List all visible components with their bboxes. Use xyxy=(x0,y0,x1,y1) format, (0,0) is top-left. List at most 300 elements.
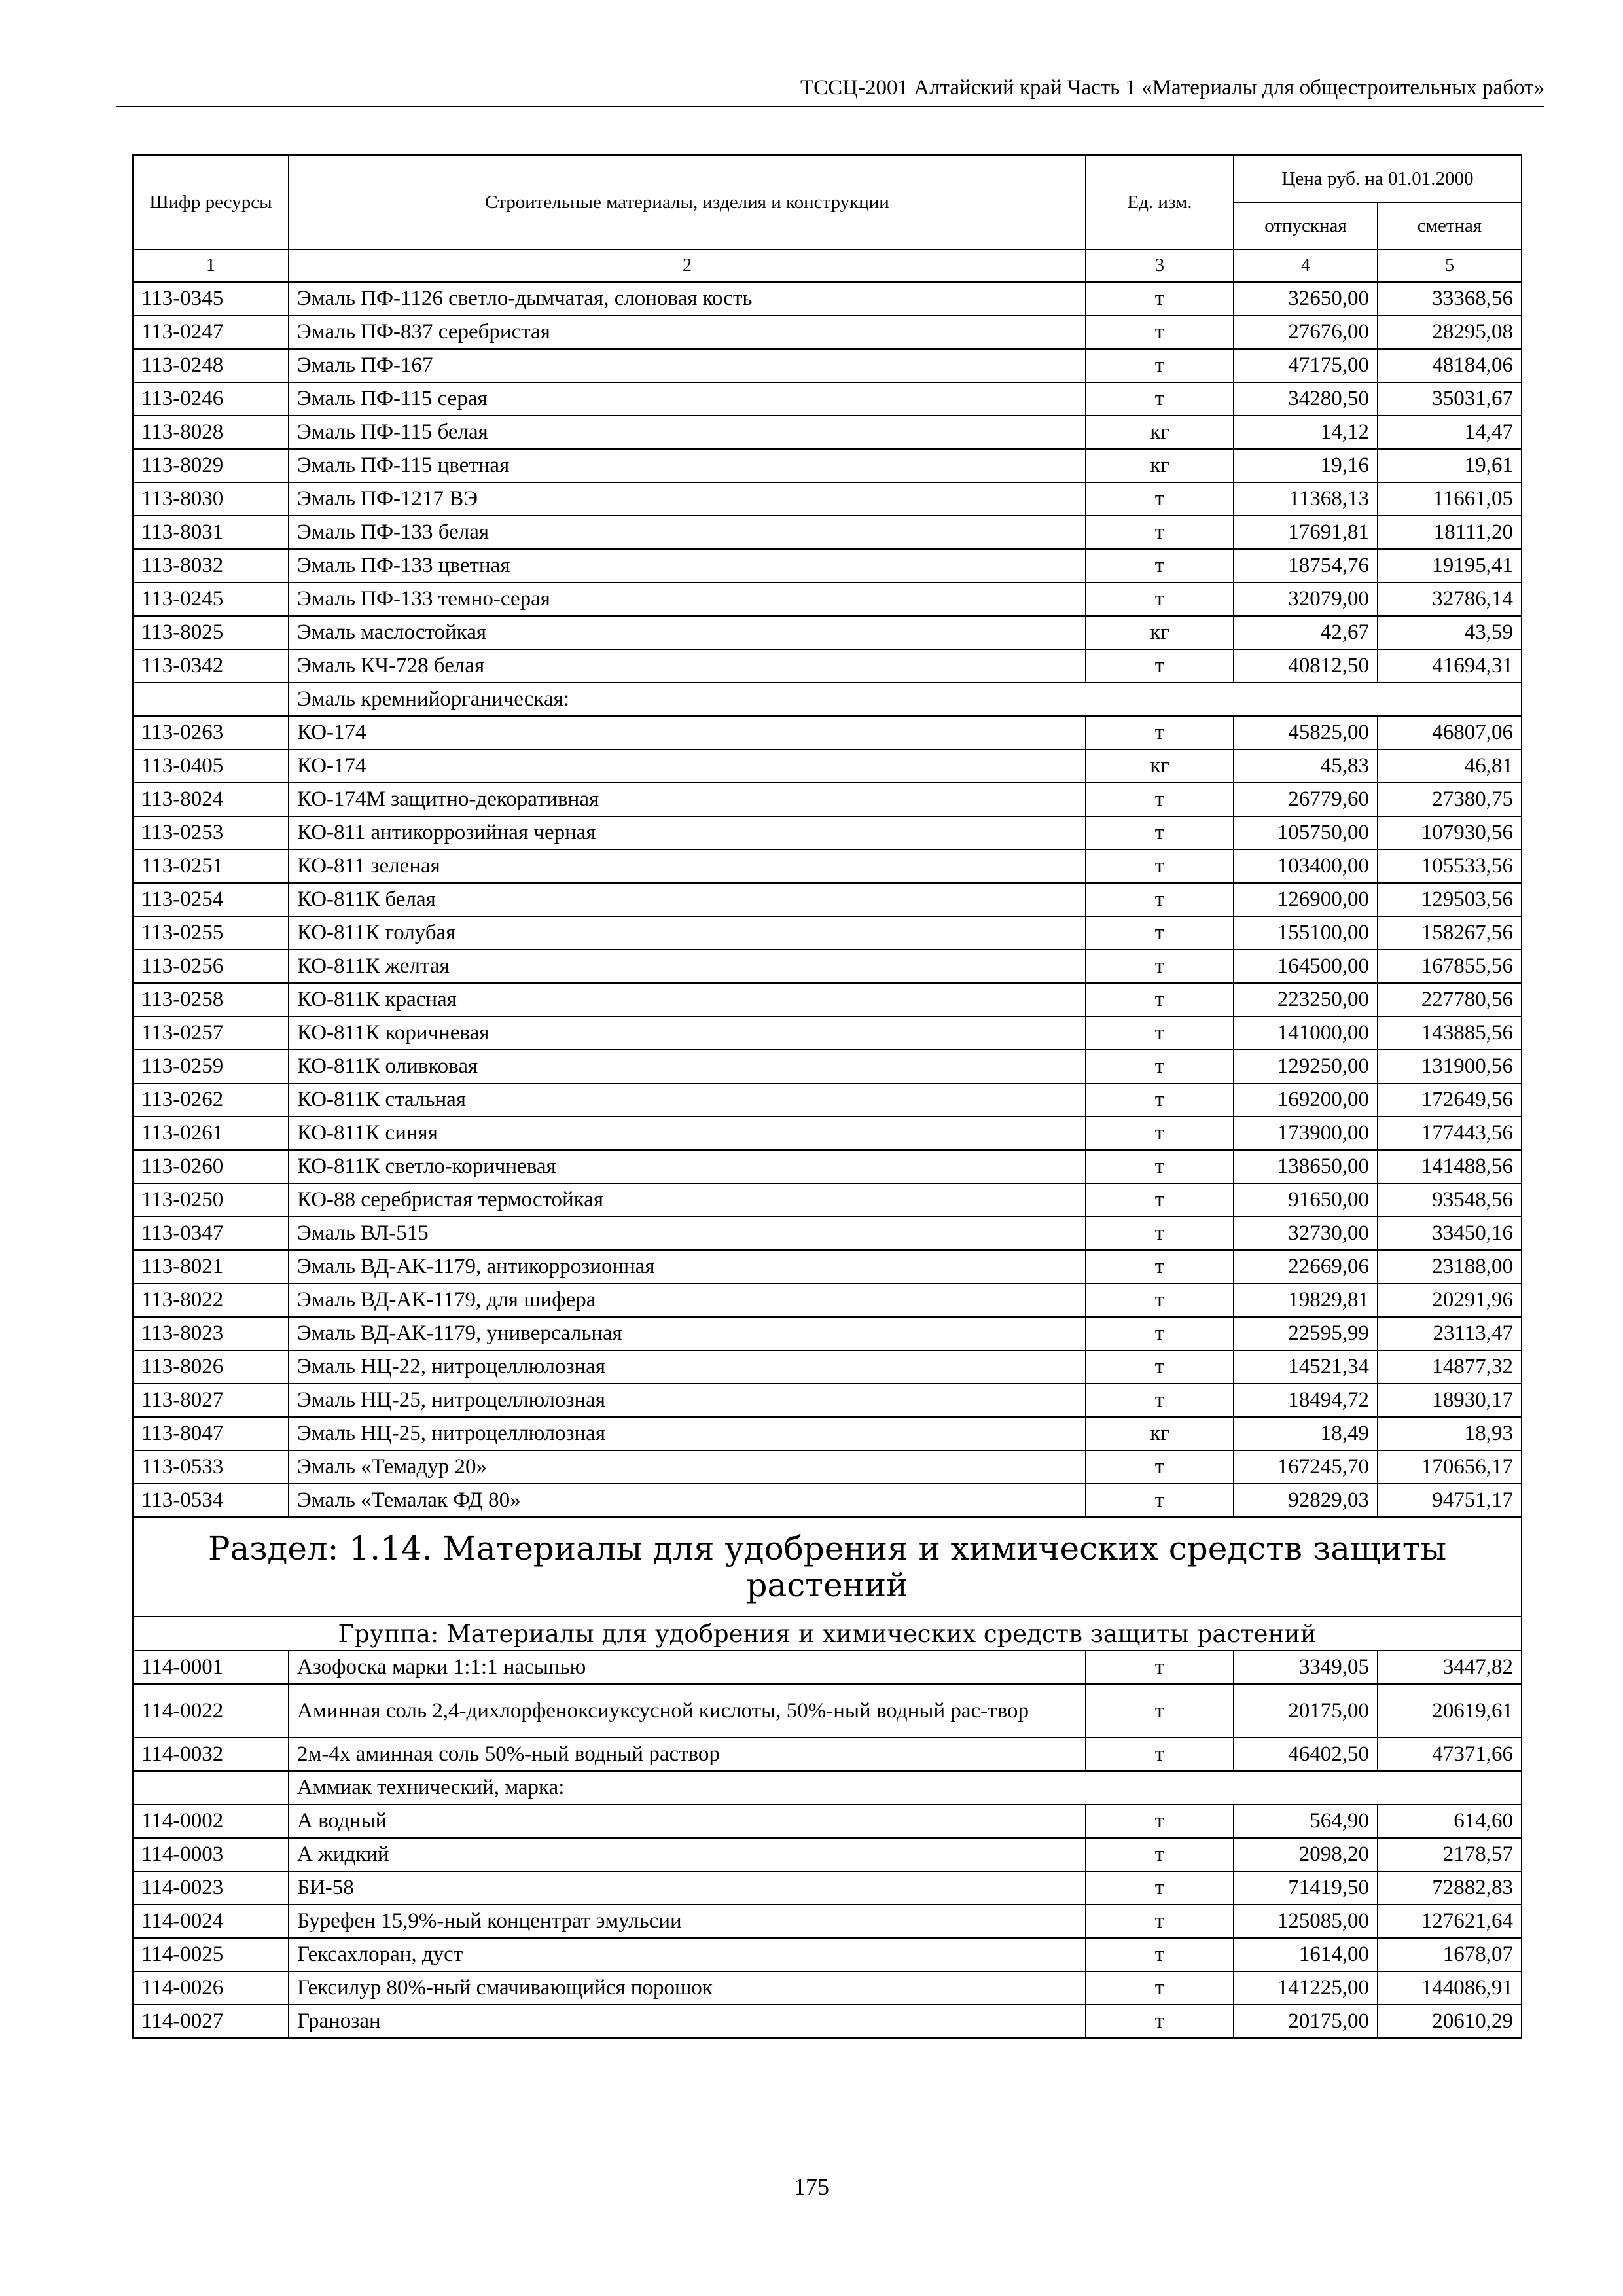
table-row xyxy=(133,1183,1522,1217)
resource-code-cell: 114-0023 xyxy=(133,1871,289,1905)
table-row xyxy=(133,1651,1522,1684)
table-row xyxy=(133,315,1522,349)
unit-cell: кг xyxy=(1086,1417,1234,1450)
rows-block xyxy=(133,1651,1522,1771)
release-price-cell: 3349,05 xyxy=(1234,1651,1378,1684)
running-title: ТССЦ-2001 Алтайский край Часть 1 «Материалы для общестроительных работ» xyxy=(800,76,1544,99)
unit-cell: т xyxy=(1086,1117,1234,1150)
table-row xyxy=(133,783,1522,816)
column-numbers-row xyxy=(133,249,1522,282)
unit-cell: т xyxy=(1086,1804,1234,1838)
table-row xyxy=(133,1871,1522,1905)
material-name-cell: Эмаль ПФ-133 темно-серая xyxy=(289,583,1086,616)
resource-code-cell: 113-8025 xyxy=(133,616,289,649)
resource-code-cell: 113-8047 xyxy=(133,1417,289,1450)
material-name-cell: Эмаль «Темадур 20» xyxy=(289,1450,1086,1484)
resource-code-cell: 114-0002 xyxy=(133,1804,289,1838)
material-name-cell: БИ-58 xyxy=(289,1871,1086,1905)
resource-code-cell: 113-0261 xyxy=(133,1117,289,1150)
release-price-cell: 138650,00 xyxy=(1234,1150,1378,1183)
release-price-cell: 173900,00 xyxy=(1234,1117,1378,1150)
resource-code-cell: 113-0250 xyxy=(133,1183,289,1217)
resource-code-cell: 113-0260 xyxy=(133,1150,289,1183)
resource-code-cell: 114-0027 xyxy=(133,2005,289,2038)
estimate-price-cell: 143885,56 xyxy=(1378,1016,1522,1050)
unit-cell: т xyxy=(1086,1283,1234,1317)
column-number: 4 xyxy=(1234,249,1378,282)
release-price-cell: 125085,00 xyxy=(1234,1905,1378,1938)
table-row xyxy=(133,1317,1522,1350)
resource-code-cell: 113-8027 xyxy=(133,1384,289,1417)
table-row xyxy=(133,1283,1522,1317)
resource-code-cell: 113-8022 xyxy=(133,1283,289,1317)
table-row xyxy=(133,950,1522,983)
table-row xyxy=(133,1684,1522,1738)
estimate-price-cell: 107930,56 xyxy=(1378,816,1522,850)
resource-code-cell: 113-0262 xyxy=(133,1083,289,1117)
unit-cell: т xyxy=(1086,282,1234,315)
resource-code-cell: 113-0345 xyxy=(133,282,289,315)
release-price-cell: 34280,50 xyxy=(1234,382,1378,416)
resource-code-cell: 114-0032 xyxy=(133,1738,289,1771)
estimate-price-cell: 18,93 xyxy=(1378,1417,1522,1450)
unit-cell: т xyxy=(1086,816,1234,850)
estimate-price-cell: 11661,05 xyxy=(1378,482,1522,516)
material-name-cell: Азофоска марки 1:1:1 насыпью xyxy=(289,1651,1086,1684)
material-name-cell: Эмаль ПФ-1126 светло-дымчатая, слоновая кость xyxy=(289,282,1086,315)
table-head xyxy=(133,155,1522,282)
release-price-cell: 26779,60 xyxy=(1234,783,1378,816)
material-name-cell: КО-811К стальная xyxy=(289,1083,1086,1117)
material-name-cell: Эмаль ПФ-115 цветная xyxy=(289,449,1086,482)
estimate-price-cell: 131900,56 xyxy=(1378,1050,1522,1083)
release-price-cell: 155100,00 xyxy=(1234,916,1378,950)
table-row xyxy=(133,1971,1522,2005)
material-name-cell: Бурефен 15,9%-ный концентрат эмульсии xyxy=(289,1905,1086,1938)
release-price-cell: 32650,00 xyxy=(1234,282,1378,315)
estimate-price-cell: 227780,56 xyxy=(1378,983,1522,1016)
estimate-price-cell: 47371,66 xyxy=(1378,1738,1522,1771)
estimate-price-cell: 72882,83 xyxy=(1378,1871,1522,1905)
unit-cell: кг xyxy=(1086,749,1234,783)
rows-block xyxy=(133,1217,1522,1517)
release-price-cell: 2098,20 xyxy=(1234,1838,1378,1871)
material-name-cell: Гексилур 80%-ный смачивающийся порошок xyxy=(289,1971,1086,2005)
estimate-price-cell: 19195,41 xyxy=(1378,549,1522,583)
estimate-price-cell: 20610,29 xyxy=(1378,2005,1522,2038)
unit-cell: т xyxy=(1086,516,1234,549)
resource-code-cell: 114-0026 xyxy=(133,1971,289,2005)
release-price-cell: 103400,00 xyxy=(1234,850,1378,883)
unit-cell: т xyxy=(1086,983,1234,1016)
material-name-cell: КО-811К белая xyxy=(289,883,1086,916)
estimate-price-cell: 18930,17 xyxy=(1378,1384,1522,1417)
material-name-cell: Эмаль ПФ-115 серая xyxy=(289,382,1086,416)
resource-code-cell: 113-0257 xyxy=(133,1016,289,1050)
release-price-cell: 18494,72 xyxy=(1234,1384,1378,1417)
subheading-block xyxy=(133,1771,1522,1804)
material-name-cell: КО-811К оливковая xyxy=(289,1050,1086,1083)
material-name-cell: 2м-4х аминная соль 50%-ный водный раствор xyxy=(289,1738,1086,1771)
rows-block xyxy=(133,1804,1522,1871)
estimate-price-cell: 144086,91 xyxy=(1378,1971,1522,2005)
estimate-price-cell: 48184,06 xyxy=(1378,349,1522,382)
release-price-cell: 40812,50 xyxy=(1234,649,1378,683)
column-number: 2 xyxy=(289,249,1086,282)
table-row xyxy=(133,1016,1522,1050)
table-row xyxy=(133,1217,1522,1250)
table-row xyxy=(133,1484,1522,1517)
material-name-cell: Эмаль ВД-АК-1179, универсальная xyxy=(289,1317,1086,1350)
table-row xyxy=(133,1050,1522,1083)
estimate-price-cell: 614,60 xyxy=(1378,1804,1522,1838)
table-row xyxy=(133,749,1522,783)
unit-cell: т xyxy=(1086,2005,1234,2038)
table-row xyxy=(133,349,1522,382)
unit-cell: кг xyxy=(1086,449,1234,482)
estimate-price-cell: 172649,56 xyxy=(1378,1083,1522,1117)
resource-code-cell: 113-0263 xyxy=(133,716,289,749)
release-price-cell: 167245,70 xyxy=(1234,1450,1378,1484)
table-row xyxy=(133,449,1522,482)
release-price-cell: 45825,00 xyxy=(1234,716,1378,749)
running-header xyxy=(116,72,1544,107)
unit-cell: т xyxy=(1086,1484,1234,1517)
col-header-estimate-price: сметная xyxy=(1378,202,1522,249)
estimate-price-cell: 1678,07 xyxy=(1378,1938,1522,1971)
unit-cell: т xyxy=(1086,583,1234,616)
resource-code-cell: 114-0001 xyxy=(133,1651,289,1684)
release-price-cell: 1614,00 xyxy=(1234,1938,1378,1971)
material-name-cell: Эмаль ПФ-115 белая xyxy=(289,416,1086,449)
release-price-cell: 92829,03 xyxy=(1234,1484,1378,1517)
resource-code-cell: 113-8032 xyxy=(133,549,289,583)
resource-code-cell: 113-0258 xyxy=(133,983,289,1016)
estimate-price-cell: 33450,16 xyxy=(1378,1217,1522,1250)
table-row xyxy=(133,716,1522,749)
resource-code-cell: 113-0534 xyxy=(133,1484,289,1517)
material-name-cell: Эмаль НЦ-22, нитроцеллюлозная xyxy=(289,1350,1086,1384)
resource-code-cell: 113-0248 xyxy=(133,349,289,382)
resource-code-cell: 113-0259 xyxy=(133,1050,289,1083)
unit-cell: т xyxy=(1086,850,1234,883)
estimate-price-cell: 14877,32 xyxy=(1378,1350,1522,1384)
resource-code-cell: 113-0254 xyxy=(133,883,289,916)
resource-code-cell: 113-0347 xyxy=(133,1217,289,1250)
table-row xyxy=(133,616,1522,649)
table-row xyxy=(133,1350,1522,1384)
resource-code-cell: 114-0003 xyxy=(133,1838,289,1871)
resource-code-cell: 113-8030 xyxy=(133,482,289,516)
resource-code-cell: 113-0253 xyxy=(133,816,289,850)
material-name-cell: КО-88 серебристая термостойкая xyxy=(289,1183,1086,1217)
release-price-cell: 32730,00 xyxy=(1234,1217,1378,1250)
release-price-cell: 564,90 xyxy=(1234,1804,1378,1838)
group-title: Группа: Материалы для удобрения и химических средств защиты растений xyxy=(133,1617,1522,1651)
resource-code-cell: 114-0022 xyxy=(133,1684,289,1738)
material-name-cell: КО-811К синяя xyxy=(289,1117,1086,1150)
material-name-cell: КО-811 зеленая xyxy=(289,850,1086,883)
table-row xyxy=(133,1738,1522,1771)
unit-cell: т xyxy=(1086,1871,1234,1905)
estimate-price-cell: 23188,00 xyxy=(1378,1250,1522,1283)
table-row xyxy=(133,816,1522,850)
resource-code-cell: 113-8021 xyxy=(133,1250,289,1283)
col-header-name: Строительные материалы, изделия и конструкции xyxy=(289,155,1086,249)
resource-code-cell: 113-8029 xyxy=(133,449,289,482)
subheading-label: Эмаль кремнийорганическая: xyxy=(289,683,1522,716)
resource-code-cell: 113-8031 xyxy=(133,516,289,549)
table-row xyxy=(133,1938,1522,1971)
release-price-cell: 14,12 xyxy=(1234,416,1378,449)
table-row xyxy=(133,549,1522,583)
material-name-cell: КО-811 антикоррозийная черная xyxy=(289,816,1086,850)
group-row xyxy=(133,1617,1522,1651)
rows-block xyxy=(133,716,1522,1217)
unit-cell: т xyxy=(1086,1684,1234,1738)
unit-cell: т xyxy=(1086,1150,1234,1183)
unit-cell: т xyxy=(1086,1317,1234,1350)
release-price-cell: 42,67 xyxy=(1234,616,1378,649)
table-row xyxy=(133,583,1522,616)
table-row xyxy=(133,850,1522,883)
material-name-cell: Эмаль ВД-АК-1179, антикоррозионная xyxy=(289,1250,1086,1283)
estimate-price-cell: 14,47 xyxy=(1378,416,1522,449)
material-name-cell: Аминная соль 2,4-дихлорфеноксиуксусной кислоты, 50%-ный водный рас-твор xyxy=(289,1684,1086,1738)
unit-cell: т xyxy=(1086,916,1234,950)
table-row xyxy=(133,282,1522,315)
release-price-cell: 19829,81 xyxy=(1234,1283,1378,1317)
material-name-cell: Эмаль маслостойкая xyxy=(289,616,1086,649)
table-row xyxy=(133,1417,1522,1450)
material-name-cell: Эмаль ПФ-167 xyxy=(289,349,1086,382)
resource-code-cell: 113-8026 xyxy=(133,1350,289,1384)
material-name-cell: Эмаль ПФ-133 белая xyxy=(289,516,1086,549)
estimate-price-cell: 141488,56 xyxy=(1378,1150,1522,1183)
estimate-price-cell: 27380,75 xyxy=(1378,783,1522,816)
resource-code-cell: 113-8028 xyxy=(133,416,289,449)
material-name-cell: КО-174 xyxy=(289,749,1086,783)
unit-cell: т xyxy=(1086,1651,1234,1684)
table-row xyxy=(133,1450,1522,1484)
release-price-cell: 14521,34 xyxy=(1234,1350,1378,1384)
resource-code-cell: 113-0246 xyxy=(133,382,289,416)
empty-code-cell xyxy=(133,1771,289,1804)
release-price-cell: 18,49 xyxy=(1234,1417,1378,1450)
table-row xyxy=(133,1150,1522,1183)
estimate-price-cell: 41694,31 xyxy=(1378,649,1522,683)
unit-cell: т xyxy=(1086,1350,1234,1384)
estimate-price-cell: 129503,56 xyxy=(1378,883,1522,916)
unit-cell: т xyxy=(1086,1938,1234,1971)
material-name-cell: Эмаль ВД-АК-1179, для шифера xyxy=(289,1283,1086,1317)
estimate-price-cell: 127621,64 xyxy=(1378,1905,1522,1938)
estimate-price-cell: 32786,14 xyxy=(1378,583,1522,616)
release-price-cell: 32079,00 xyxy=(1234,583,1378,616)
unit-cell: кг xyxy=(1086,616,1234,649)
resource-code-cell: 113-0256 xyxy=(133,950,289,983)
table-row xyxy=(133,1083,1522,1117)
release-price-cell: 11368,13 xyxy=(1234,482,1378,516)
estimate-price-cell: 158267,56 xyxy=(1378,916,1522,950)
table-row xyxy=(133,482,1522,516)
rows-block xyxy=(133,282,1522,683)
release-price-cell: 47175,00 xyxy=(1234,349,1378,382)
subheading-label: Аммиак технический, марка: xyxy=(289,1771,1522,1804)
unit-cell: т xyxy=(1086,1217,1234,1250)
material-name-cell: Гексахлоран, дуст xyxy=(289,1938,1086,1971)
column-number: 5 xyxy=(1378,249,1522,282)
table-row xyxy=(133,916,1522,950)
material-name-cell: Эмаль НЦ-25, нитроцеллюлозная xyxy=(289,1417,1086,1450)
table-row xyxy=(133,1384,1522,1417)
unit-cell: т xyxy=(1086,315,1234,349)
resource-code-cell: 113-0245 xyxy=(133,583,289,616)
release-price-cell: 141225,00 xyxy=(1234,1971,1378,2005)
unit-cell: т xyxy=(1086,482,1234,516)
release-price-cell: 19,16 xyxy=(1234,449,1378,482)
unit-cell: т xyxy=(1086,950,1234,983)
table-row xyxy=(133,416,1522,449)
estimate-price-cell: 94751,17 xyxy=(1378,1484,1522,1517)
column-number: 1 xyxy=(133,249,289,282)
material-name-cell: А жидкий xyxy=(289,1838,1086,1871)
unit-cell: т xyxy=(1086,1738,1234,1771)
unit-cell: т xyxy=(1086,649,1234,683)
estimate-price-cell: 2178,57 xyxy=(1378,1838,1522,1871)
material-name-cell: Эмаль ПФ-133 цветная xyxy=(289,549,1086,583)
release-price-cell: 141000,00 xyxy=(1234,1016,1378,1050)
material-name-cell: Эмаль НЦ-25, нитроцеллюлозная xyxy=(289,1384,1086,1417)
material-name-cell: Эмаль КЧ-728 белая xyxy=(289,649,1086,683)
estimate-price-cell: 46,81 xyxy=(1378,749,1522,783)
unit-cell: т xyxy=(1086,1905,1234,1938)
unit-cell: т xyxy=(1086,1016,1234,1050)
empty-code-cell xyxy=(133,683,289,716)
estimate-price-cell: 19,61 xyxy=(1378,449,1522,482)
unit-cell: кг xyxy=(1086,416,1234,449)
table-row xyxy=(133,1117,1522,1150)
unit-cell: т xyxy=(1086,783,1234,816)
material-name-cell: Эмаль ПФ-1217 ВЭ xyxy=(289,482,1086,516)
estimate-price-cell: 43,59 xyxy=(1378,616,1522,649)
table-row xyxy=(133,2005,1522,2038)
release-price-cell: 18754,76 xyxy=(1234,549,1378,583)
material-name-cell: КО-811К голубая xyxy=(289,916,1086,950)
subheading-row xyxy=(133,1771,1522,1804)
estimate-price-cell: 33368,56 xyxy=(1378,282,1522,315)
estimate-price-cell: 105533,56 xyxy=(1378,850,1522,883)
unit-cell: т xyxy=(1086,1971,1234,2005)
table-row xyxy=(133,382,1522,416)
release-price-cell: 164500,00 xyxy=(1234,950,1378,983)
unit-cell: т xyxy=(1086,883,1234,916)
unit-cell: т xyxy=(1086,1083,1234,1117)
estimate-price-cell: 23113,47 xyxy=(1378,1317,1522,1350)
release-price-cell: 129250,00 xyxy=(1234,1050,1378,1083)
resource-code-cell: 113-0251 xyxy=(133,850,289,883)
column-number: 3 xyxy=(1086,249,1234,282)
unit-cell: т xyxy=(1086,349,1234,382)
material-name-cell: Гранозан xyxy=(289,2005,1086,2038)
estimate-price-cell: 35031,67 xyxy=(1378,382,1522,416)
subheading-block xyxy=(133,683,1522,716)
release-price-cell: 17691,81 xyxy=(1234,516,1378,549)
material-name-cell: А водный xyxy=(289,1804,1086,1838)
table-row xyxy=(133,1804,1522,1838)
estimate-price-cell: 20291,96 xyxy=(1378,1283,1522,1317)
release-price-cell: 22595,99 xyxy=(1234,1317,1378,1350)
release-price-cell: 169200,00 xyxy=(1234,1083,1378,1117)
estimate-price-cell: 28295,08 xyxy=(1378,315,1522,349)
resource-code-cell: 113-0247 xyxy=(133,315,289,349)
unit-cell: т xyxy=(1086,1050,1234,1083)
resource-code-cell: 114-0024 xyxy=(133,1905,289,1938)
page-number: 175 xyxy=(794,2174,829,2200)
resource-code-cell: 113-0533 xyxy=(133,1450,289,1484)
table-row xyxy=(133,883,1522,916)
unit-cell: т xyxy=(1086,1838,1234,1871)
release-price-cell: 22669,06 xyxy=(1234,1250,1378,1283)
material-name-cell: КО-174 xyxy=(289,716,1086,749)
section-block xyxy=(133,1517,1522,1651)
release-price-cell: 45,83 xyxy=(1234,749,1378,783)
unit-cell: т xyxy=(1086,1250,1234,1283)
unit-cell: т xyxy=(1086,716,1234,749)
release-price-cell: 223250,00 xyxy=(1234,983,1378,1016)
unit-cell: т xyxy=(1086,1450,1234,1484)
unit-cell: т xyxy=(1086,1183,1234,1217)
estimate-price-cell: 167855,56 xyxy=(1378,950,1522,983)
material-name-cell: КО-811К желтая xyxy=(289,950,1086,983)
estimate-price-cell: 46807,06 xyxy=(1378,716,1522,749)
table-row xyxy=(133,983,1522,1016)
estimate-price-cell: 170656,17 xyxy=(1378,1450,1522,1484)
material-name-cell: Эмаль «Темалак ФД 80» xyxy=(289,1484,1086,1517)
release-price-cell: 71419,50 xyxy=(1234,1871,1378,1905)
rows-block xyxy=(133,1871,1522,2038)
material-name-cell: КО-811К красная xyxy=(289,983,1086,1016)
table-row xyxy=(133,516,1522,549)
material-name-cell: КО-174М защитно-декоративная xyxy=(289,783,1086,816)
table-row xyxy=(133,1250,1522,1283)
col-header-release-price: отпускная xyxy=(1234,202,1378,249)
material-name-cell: КО-811К коричневая xyxy=(289,1016,1086,1050)
material-name-cell: КО-811К светло-коричневая xyxy=(289,1150,1086,1183)
release-price-cell: 20175,00 xyxy=(1234,1684,1378,1738)
resource-code-cell: 113-0405 xyxy=(133,749,289,783)
release-price-cell: 27676,00 xyxy=(1234,315,1378,349)
release-price-cell: 20175,00 xyxy=(1234,2005,1378,2038)
material-name-cell: Эмаль ПФ-837 серебристая xyxy=(289,315,1086,349)
resource-code-cell: 113-0255 xyxy=(133,916,289,950)
section-row xyxy=(133,1517,1522,1617)
table-row xyxy=(133,1905,1522,1938)
resource-code-cell: 114-0025 xyxy=(133,1938,289,1971)
estimate-price-cell: 93548,56 xyxy=(1378,1183,1522,1217)
resource-code-cell: 113-8023 xyxy=(133,1317,289,1350)
section-title: Раздел: 1.14. Материалы для удобрения и химических средств защиты растений xyxy=(133,1517,1522,1617)
col-header-code: Шифр ресурсы xyxy=(133,155,289,249)
release-price-cell: 126900,00 xyxy=(1234,883,1378,916)
subheading-row xyxy=(133,683,1522,716)
release-price-cell: 46402,50 xyxy=(1234,1738,1378,1771)
unit-cell: т xyxy=(1086,382,1234,416)
resource-code-cell: 113-0342 xyxy=(133,649,289,683)
table-row xyxy=(133,1838,1522,1871)
estimate-price-cell: 20619,61 xyxy=(1378,1684,1522,1738)
col-header-price-group: Цена руб. на 01.01.2000 xyxy=(1234,155,1522,202)
